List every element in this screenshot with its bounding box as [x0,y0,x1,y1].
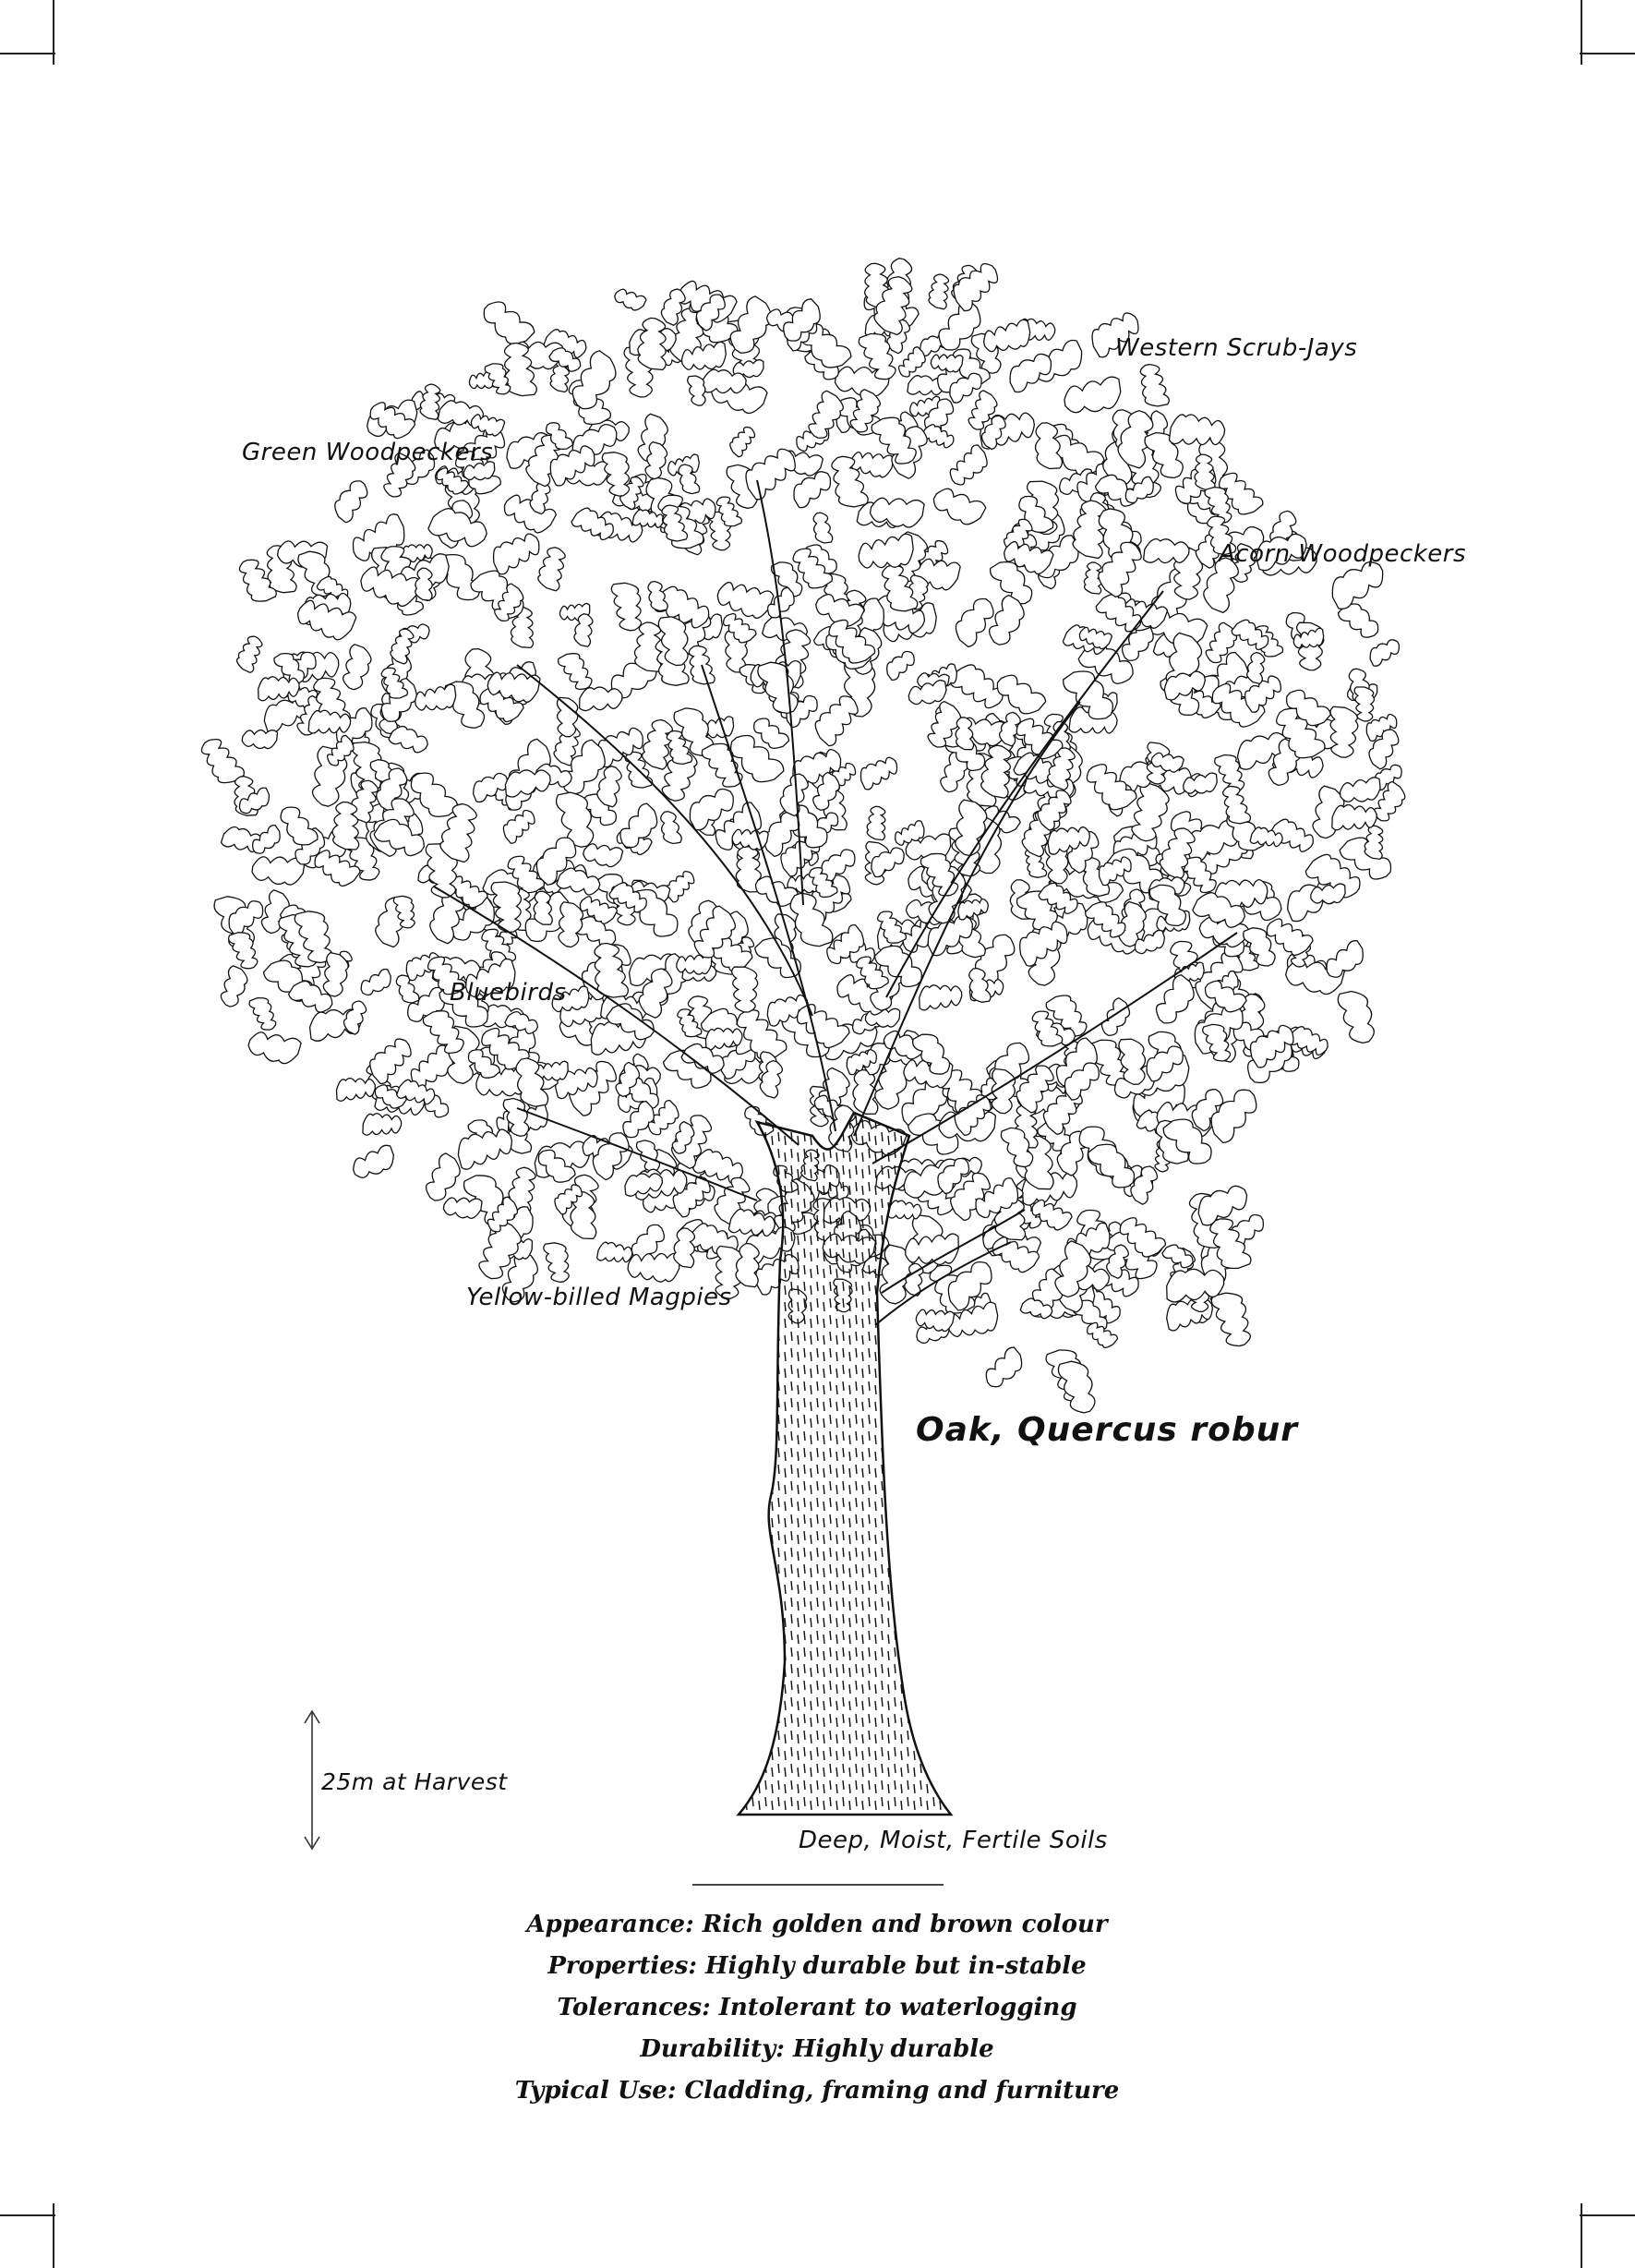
property-properties: Properties: Highly durable but in-stable [547,1952,1087,1980]
soil-label: Deep, Moist, Fertile Soils [799,1827,1108,1854]
oak-leaf-icon [500,489,558,537]
oak-leaf-icon [1332,804,1377,831]
oak-leaf-icon [331,802,361,850]
oak-leaf-icon [753,931,806,984]
oak-leaf-icon [611,581,644,632]
oak-leaf-icon [1337,988,1377,1046]
oak-leaf-icon [930,482,987,531]
oak-leaf-icon [555,697,580,737]
oak-leaf-icon [535,545,571,591]
oak-leaf-icon [248,995,279,1033]
oak-leaf-icon [659,810,682,845]
scale-arrow-icon [305,1711,319,1849]
oak-leaf-icon [888,1200,922,1223]
oak-leaf-icon [414,568,435,601]
oak-leaf-icon [811,512,833,544]
divider-rule [692,1884,944,1886]
oak-leaf-icon [1137,362,1170,409]
bird-label-acorn-woodpeckers: Acorn Woodpeckers [1219,540,1467,568]
oak-leaf-icon [930,352,963,374]
oak-leaf-icon [487,529,545,576]
oak-leaf-icon [727,424,759,458]
property-appearance: Appearance: Rich golden and brown colour [526,1911,1108,1938]
oak-leaf-icon [478,294,536,351]
oak-leaf-icon [944,443,992,489]
oak-leaf-icon [686,644,715,686]
oak-leaf-icon [956,718,974,750]
oak-leaf-icon [1220,783,1251,826]
bird-label-western-scrub-jays: Western Scrub-Jays [1115,334,1358,362]
oak-leaf-icon [246,1027,302,1068]
oak-leaf-icon [1364,825,1387,859]
oak-leaf-icon [242,728,278,750]
oak-leaf-icon [571,504,618,546]
oak-leaf-icon [1210,1289,1255,1350]
species-title: Oak, Quercus robur [916,1411,1299,1449]
oak-leaf-icon [1169,412,1226,450]
oak-leaf-icon [947,259,1004,313]
oak-leaf-icon [646,580,668,612]
bird-label-yellow-billed-magpies: Yellow-billed Magpies [466,1284,732,1311]
oak-leaf-icon [992,668,1048,720]
oak-leaf-icon [543,1241,571,1284]
oak-leaf-icon [580,686,623,711]
oak-leaf-icon [216,965,251,1009]
oak-leaf-icon [866,805,888,839]
oak-leaf-icon [883,648,920,682]
oak-leaf-icon [612,285,646,314]
property-durability: Durability: Highly durable [640,2035,994,2063]
height-scale-label: 25m at Harvest [321,1768,508,1795]
oak-leaf-icon [715,576,775,622]
oak-leaf-icon [927,273,952,309]
oak-leaf-icon [980,1345,1028,1392]
oak-leaf-icon [419,1152,465,1204]
oak-leaf-icon [349,1144,398,1181]
oak-leaf-icon [357,968,394,998]
oak-leaf-icon [258,676,299,701]
bird-label-bluebirds: Bluebirds [450,979,567,1007]
oak-leaf-icon [1063,376,1124,416]
oak-leaf-icon [627,1249,680,1283]
bird-label-green-woodpeckers: Green Woodpeckers [242,439,494,466]
oak-leaf-icon [534,891,553,924]
oak-leaf-icon [499,806,540,844]
oak-leaf-icon [363,1113,402,1136]
oak-leaf-icon [596,1240,633,1265]
oak-leaf-icon [981,319,1033,355]
oak-leaf-icon [857,754,902,790]
oak-leaf-icon [330,477,374,524]
oak-leaf-icon [336,1077,376,1101]
property-tolerances: Tolerances: Intolerant to waterlogging [557,1994,1077,2021]
property-typical-use: Typical Use: Cladding, framing and furniture [514,2077,1120,2105]
oak-leaf-icon [1366,636,1403,667]
oak-leaf-icon [919,983,962,1010]
oak-leaf-icon [1339,777,1381,803]
oak-leaf-icon [1096,996,1134,1039]
oak-leaf-icon [731,967,758,1012]
oak-leaf-icon [338,644,375,693]
oak-leaf-icon [442,1194,482,1220]
timber-properties [355,1904,1279,2112]
oak-leaf-icon [414,684,457,713]
oak-leaf-icon [1354,687,1374,721]
oak-leaf-icon [234,633,267,673]
